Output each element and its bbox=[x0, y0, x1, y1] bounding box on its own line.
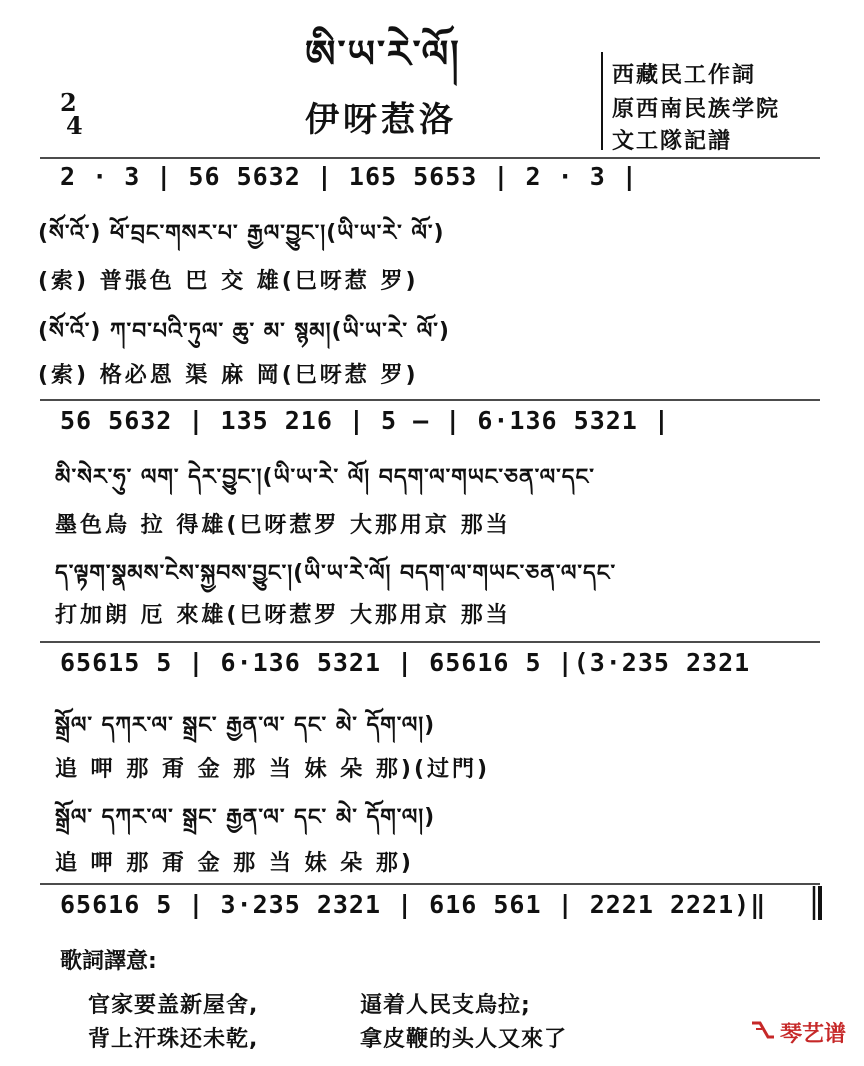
lyric-tibetan: (སོ་འོ་) ཀ་བ་པའི་ཏུལ་ ཆུ་ མ་ སྙམ།(ཡི་ཡ་རེ་ ལོ་) bbox=[38, 319, 450, 344]
lyric-tibetan: མི་སེར་ཧུ་ ལག་ དེར་བྱུང་།(ཡི་ཡ་རེ་ ལོ། བདག་ལ་གཡང་ཅན་ལ་དང་ bbox=[55, 465, 595, 490]
lyric-tibetan: ད་ལྟག་སྣམས་ངེས་སྐྱབས་བྱུང་།(ཡི་ཡ་རེ་ལོ། བདག་ལ་གཡང་ཅན་ལ་དང་ bbox=[55, 561, 617, 586]
lyric-tibetan: (སོ་འོ་) ཕོ་བྲང་གསར་པ་ རྒྱལ་བྱུང་།(ཡི་ཡ་རེ་ ལོ་) bbox=[38, 221, 445, 246]
notation-line-4: 65616 5 | 3·235 2321 | 616 561 | 2221 2221)‖ bbox=[60, 890, 767, 919]
lyric-tibetan: སྒྲོལ་ དཀར་ལ་ སྒྲང་ རྒྱན་ལ་ དང་ མེ་ དོག་ལ།) bbox=[55, 805, 436, 830]
notation-line-1: 2 · 3 | 56 5632 | 165 5653 | 2 · 3 | bbox=[60, 162, 638, 191]
translation-line-right: 逼着人民支烏拉; bbox=[360, 993, 531, 1018]
time-signature-top: 2 bbox=[60, 88, 77, 117]
lyric-chinese: 墨色烏 拉 得雄(巳呀惹罗 大那用京 那当 bbox=[55, 513, 511, 538]
watermark-text: 琴艺谱 bbox=[779, 1022, 846, 1047]
notation-line-2: 56 5632 | 135 216 | 5 — | 6·136 5321 | bbox=[60, 406, 670, 435]
time-signature-bottom: 4 bbox=[66, 111, 83, 140]
lyric-chinese: 追 呷 那 甭 金 那 当 妹 朵 那)(过門) bbox=[55, 757, 491, 782]
translation-line-left: 官家要盖新屋舍, bbox=[88, 993, 259, 1018]
translation-heading: 歌詞譯意: bbox=[60, 949, 157, 974]
lyric-chinese: 打加朗 厄 來雄(巳呀惹罗 大那用京 那当 bbox=[55, 603, 511, 628]
song-title: 伊呀惹洛 bbox=[305, 100, 457, 140]
credit-line-1: 西藏民工作詞 bbox=[612, 63, 757, 88]
translation-line-right: 拿皮鞭的头人又來了 bbox=[360, 1027, 568, 1052]
lyric-tibetan: སྒྲོལ་ དཀར་ལ་ སྒྲང་ རྒྱན་ལ་ དང་ མེ་ དོག་ལ།) bbox=[55, 713, 436, 738]
lyric-chinese: 追 呷 那 甭 金 那 当 妹 朵 那) bbox=[55, 851, 414, 876]
lyric-chinese: (索) 普張色 巴 交 雄(巳呀惹 罗) bbox=[38, 269, 419, 294]
notation-line-3: 65615 5 | 6·136 5321 | 65616 5 |(3·235 2321 bbox=[60, 648, 751, 677]
credit-line-2: 原西南民族学院 bbox=[612, 97, 781, 122]
credit-line-3: 文工隊記譜 bbox=[612, 129, 733, 154]
lyric-chinese: (索) 格必恩 渠 麻 岡(巳呀惹 罗) bbox=[38, 363, 419, 388]
tibetan-title: ཨི་ཡ་རེ་ལོ། bbox=[305, 32, 461, 76]
translation-line-left: 背上汗珠还未乾, bbox=[88, 1027, 259, 1052]
